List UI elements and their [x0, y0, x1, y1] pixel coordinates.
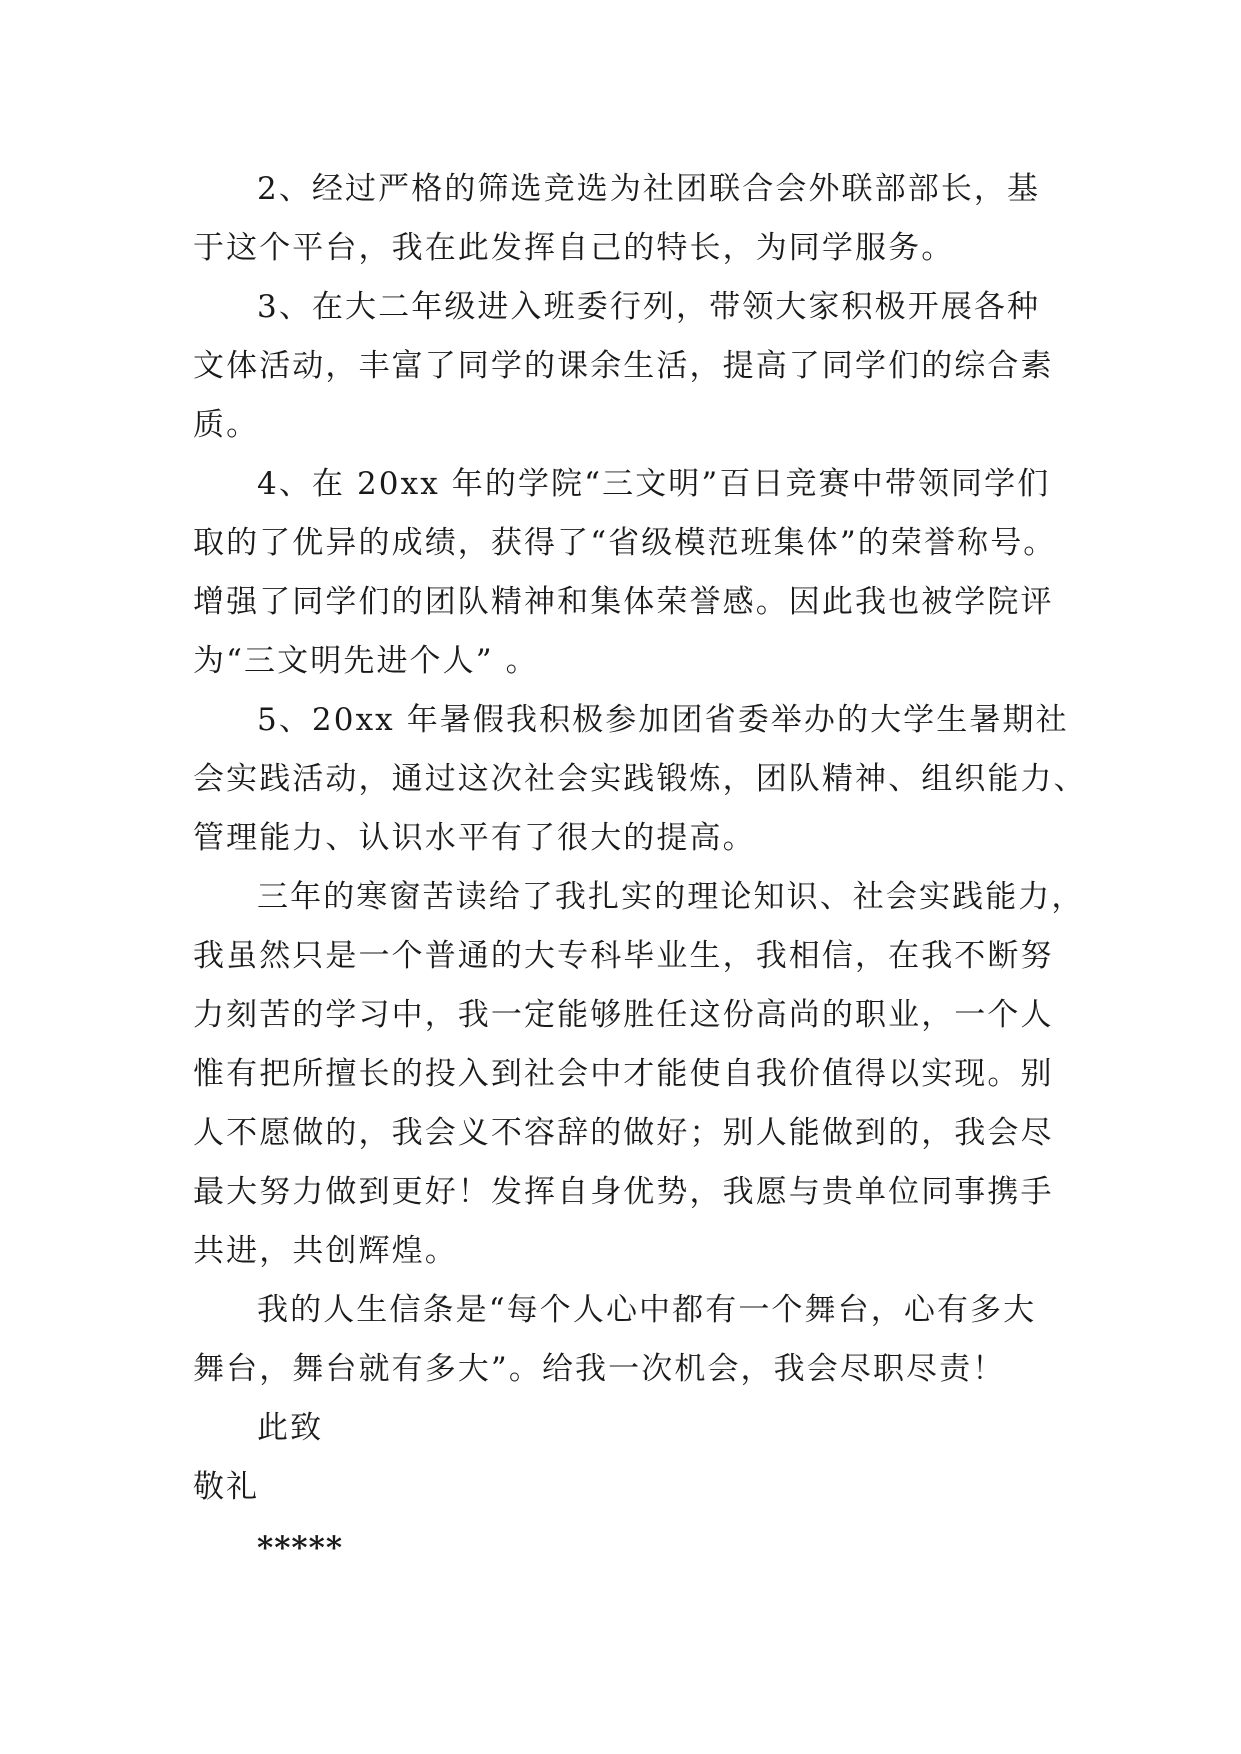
paragraph-line: 于这个平台，我在此发挥自己的特长，为同学服务。	[193, 230, 955, 266]
paragraph-5	[193, 691, 1087, 868]
paragraph-line: 人不愿做的，我会义不容辞的做好；别人能做到的，我会尽	[193, 1115, 1054, 1151]
paragraph-line: 三年的寒窗苦读给了我扎实的理论知识、社会实践能力，	[257, 879, 1085, 915]
paragraph-line: 惟有把所擅长的投入到社会中才能使自我价值得以实现。别	[193, 1056, 1054, 1092]
paragraph-3	[193, 278, 1053, 455]
paragraph-line: 2、经过严格的筛选竞选为社团联合会外联部部长，基	[257, 171, 1041, 207]
paragraph-line: 文体活动，丰富了同学的课余生活，提高了同学们的综合素	[193, 348, 1054, 384]
paragraph-line: 3、在大二年级进入班委行列，带领大家积极开展各种	[257, 289, 1041, 325]
paragraph-line: 4、在 20xx 年的学院“三文明”百日竞赛中带领同学们	[257, 466, 1051, 502]
paragraph-line: 会实践活动，通过这次社会实践锻炼，团队精神、组织能力、	[193, 761, 1087, 797]
paragraph-line: 舞台，舞台就有多大”。给我一次机会，我会尽职尽责！	[193, 1351, 1006, 1387]
paragraph-line: 共进，共创辉煌。	[193, 1233, 458, 1269]
paragraph-line: 质。	[193, 407, 260, 443]
paragraph-line: 增强了同学们的团队精神和集体荣誉感。因此我也被学院评	[193, 584, 1054, 620]
signature: *****	[257, 1530, 344, 1566]
paragraph-line: 我虽然只是一个普通的大专科毕业生，我相信，在我不断努	[193, 938, 1054, 974]
paragraph-line: 力刻苦的学习中，我一定能够胜任这份高尚的职业，一个人	[193, 997, 1054, 1033]
paragraph-line: 取的了优异的成绩，获得了“省级模范班集体”的荣誉称号。	[193, 525, 1057, 561]
paragraph-line: 我的人生信条是“每个人心中都有一个舞台，心有多大	[257, 1292, 1037, 1328]
paragraph-2	[193, 160, 1053, 278]
paragraph-line: 最大努力做到更好！发挥自身优势，我愿与贵单位同事携手	[193, 1174, 1054, 1210]
paragraph-4	[193, 455, 1057, 691]
paragraph-line: 为“三文明先进个人” 。	[193, 643, 539, 679]
paragraph-summary	[193, 868, 1085, 1281]
paragraph-line: 管理能力、认识水平有了很大的提高。	[193, 820, 756, 856]
salutation: 敬礼	[193, 1469, 260, 1505]
document-body	[193, 160, 1087, 1578]
paragraph-motto	[193, 1281, 1053, 1399]
closing-phrase: 此致	[257, 1410, 324, 1446]
paragraph-line: 5、20xx 年暑假我积极参加团省委举办的大学生暑期社	[257, 702, 1069, 738]
